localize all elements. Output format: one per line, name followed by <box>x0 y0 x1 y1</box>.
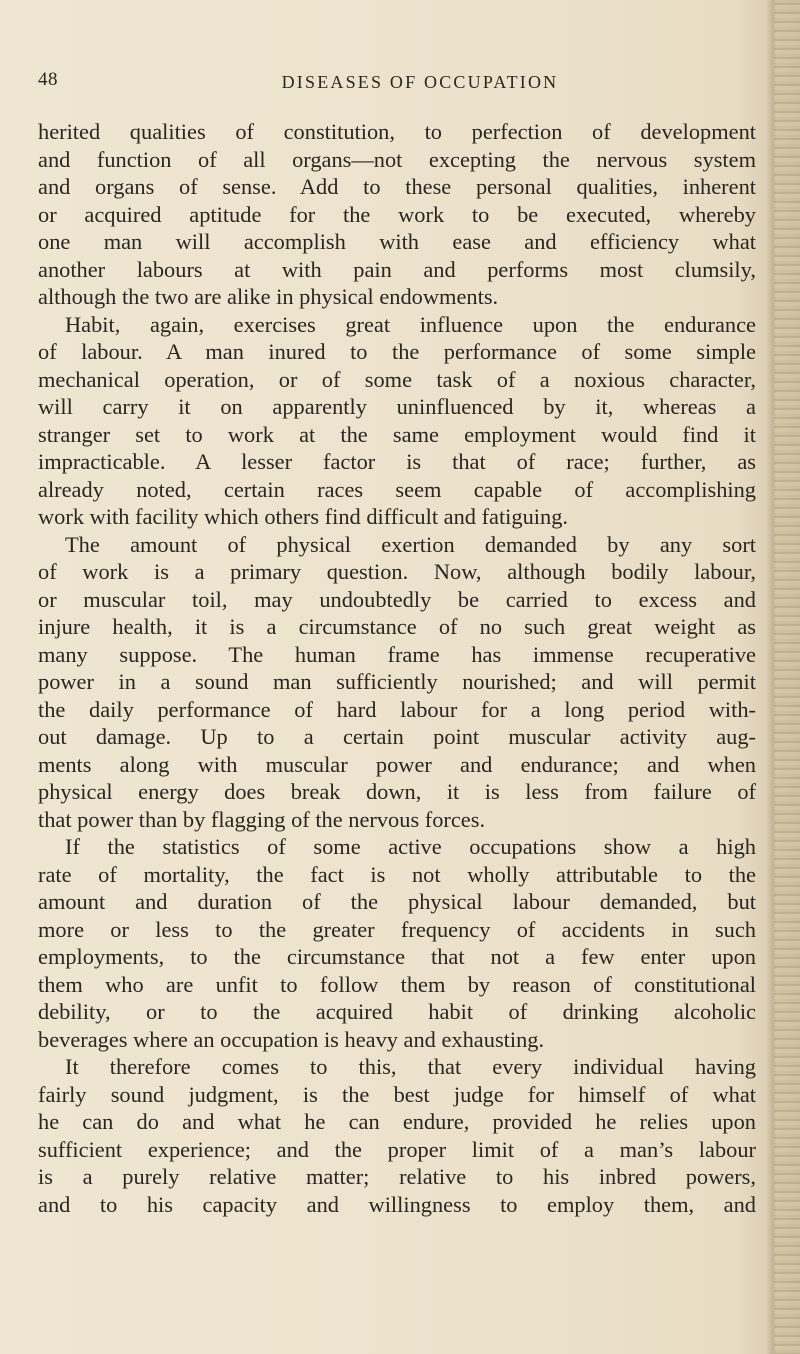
text-line: or muscular toil, may undoubtedly be carried to excess and <box>38 586 756 612</box>
text-line: fairly sound judgment, is the best judge for himself of what <box>38 1081 756 1107</box>
text-line: mechanical operation, or of some task of a noxious character, <box>38 366 756 392</box>
text-line: another labours at with pain and performs most clumsily, <box>38 256 756 282</box>
text-line: The amount of physical exertion demanded by any sort <box>65 531 756 557</box>
text-line: he can do and what he can endure, provided he relies upon <box>38 1109 756 1134</box>
text-line: them who are unfit to follow them by reason of constitutional <box>38 971 756 997</box>
text-line: that power than by flagging of the nervous forces. <box>38 806 486 832</box>
text-line: power in a sound man sufficiently nourished; and will permit <box>38 669 756 694</box>
text-line: impracticable. A lesser factor is that of race; further, as <box>38 449 756 474</box>
text-line: the daily performance of hard labour for a long period with- <box>38 696 756 722</box>
text-line: and to his capacity and willingness to employ them, and <box>38 1191 756 1217</box>
text-line: debility, or to the acquired habit of drinking alcoholic <box>38 999 756 1024</box>
text-line: injure health, it is a circumstance of no such great weight as <box>38 614 756 639</box>
text-line: If the statistics of some active occupations show a high <box>65 834 756 859</box>
text-line: herited qualities of constitution, to perfection of development <box>38 119 756 144</box>
page-edge <box>774 0 800 1354</box>
text-line: more or less to the greater frequency of accidents in such <box>38 916 756 942</box>
body-text <box>38 118 756 1218</box>
text-line: and function of all organs—not excepting the nervous system <box>38 146 756 172</box>
page-header <box>38 69 762 109</box>
text-line: rate of mortality, the fact is not wholly attributable to the <box>38 861 756 887</box>
text-line: amount and duration of the physical labour demanded, but <box>38 889 756 914</box>
text-line: of labour. A man inured to the performance of some simple <box>38 339 756 364</box>
running-head: DISEASES OF OCCUPATION <box>281 72 559 92</box>
text-line: It therefore comes to this, that every individual having <box>65 1054 756 1079</box>
text-line: beverages where an occupation is heavy and exhausting. <box>38 1026 545 1052</box>
text-line: one man will accomplish with ease and efficiency what <box>38 229 756 254</box>
text-line: out damage. Up to a certain point muscular activity aug- <box>38 724 756 749</box>
text-line: is a purely relative matter; relative to his inbred powers, <box>38 1164 756 1189</box>
text-line: will carry it on apparently uninfluenced by it, whereas a <box>38 394 756 419</box>
text-line: or acquired aptitude for the work to be executed, whereby <box>38 201 756 227</box>
text-line: sufficient experience; and the proper limit of a man’s labour <box>38 1136 756 1162</box>
text-line: employments, to the circumstance that not a few enter upon <box>38 944 756 969</box>
text-line: physical energy does break down, it is less from failure of <box>38 779 756 804</box>
text-line: many suppose. The human frame has immense recuperative <box>38 641 756 667</box>
text-line: Habit, again, exercises great influence upon the endurance <box>65 311 756 337</box>
text-line: although the two are alike in physical endowments. <box>38 284 499 309</box>
text-line: ments along with muscular power and endurance; and when <box>38 751 756 777</box>
text-line: stranger set to work at the same employment would find it <box>38 421 756 447</box>
text-line: work with facility which others find difficult and fatiguing. <box>38 504 569 529</box>
text-line: of work is a primary question. Now, although bodily labour, <box>38 559 756 584</box>
text-line: and organs of sense. Add to these personal qualities, inherent <box>38 174 756 199</box>
page-number: 48 <box>38 69 58 90</box>
text-line: already noted, certain races seem capable of accomplishing <box>38 476 756 502</box>
